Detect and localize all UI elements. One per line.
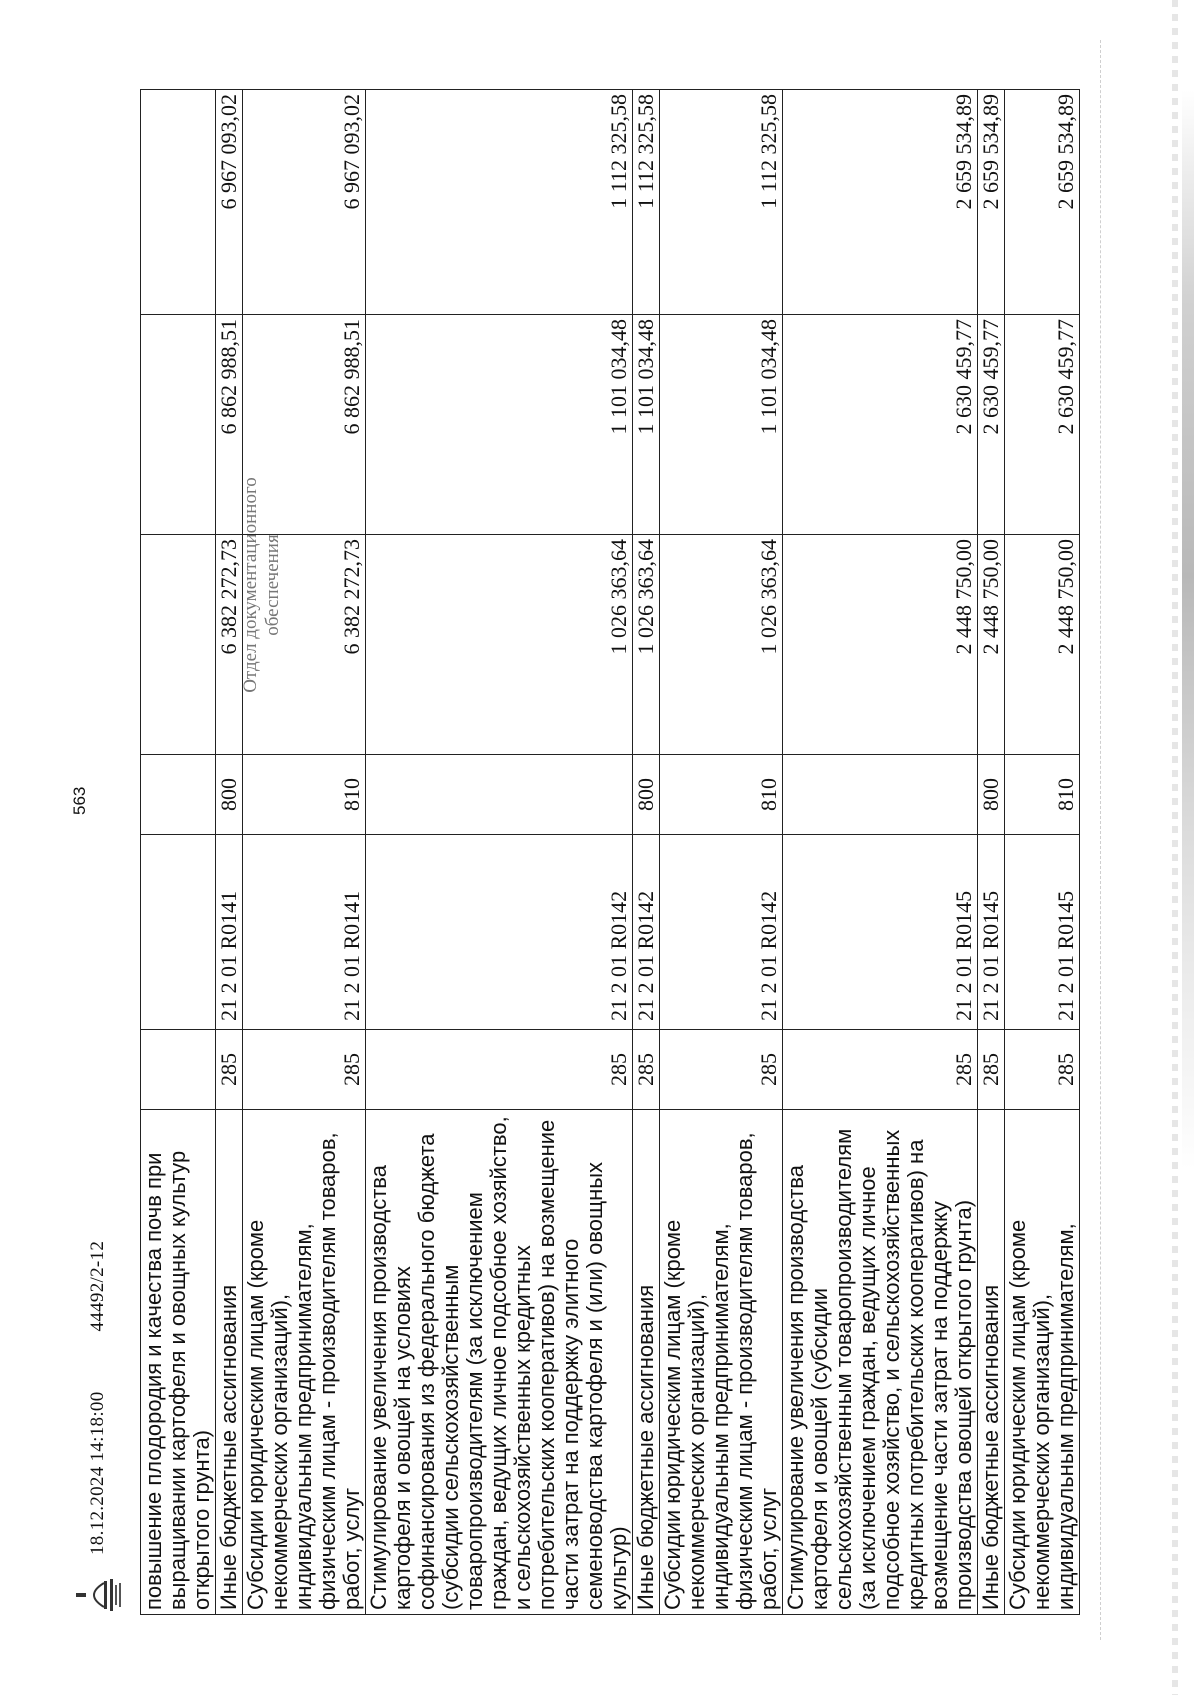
amount-year-3: 1 112 325,58: [366, 90, 633, 315]
amount-year-1: 2 448 750,00: [978, 535, 1005, 755]
row-description: Субсидии юридическим лицам (кроме некоммерческих организаций), индивидуальным предпринимателям,: [1005, 1110, 1080, 1615]
amount-year-1: 2 448 750,00: [783, 535, 978, 755]
amount-year-1: 2 448 750,00: [1005, 535, 1080, 755]
amount-year-2: 1 101 034,48: [660, 315, 783, 535]
table-row: [243, 90, 366, 1615]
table-row: [366, 90, 633, 1615]
amount-year-2: 1 101 034,48: [366, 315, 633, 535]
amount-year-3: 2 659 534,89: [1005, 90, 1080, 315]
ministry-code: 285: [243, 1030, 366, 1110]
page-header: [0, 95, 130, 1615]
target-article-code: [141, 835, 216, 1030]
row-description: повышение плодородия и качества почв при выращивании картофеля и овощных культур открытого грунта): [141, 1110, 216, 1615]
ministry-code: 285: [366, 1030, 633, 1110]
expense-type-code: 800: [978, 755, 1005, 835]
amount-year-3: 1 112 325,58: [633, 90, 660, 315]
table-row: [783, 90, 978, 1615]
amount-year-2: 2 630 459,77: [1005, 315, 1080, 535]
amount-year-3: [141, 90, 216, 315]
target-article-code: 21 2 01 R0145: [1005, 835, 1080, 1030]
expense-type-code: 800: [216, 755, 243, 835]
row-description: Иные бюджетные ассигнования: [978, 1110, 1005, 1615]
table-row: [141, 90, 216, 1615]
ministry-code: 285: [633, 1030, 660, 1110]
target-article-code: 21 2 01 R0141: [216, 835, 243, 1030]
target-article-code: 21 2 01 R0141: [243, 835, 366, 1030]
amount-year-3: 2 659 534,89: [978, 90, 1005, 315]
expense-type-code: 810: [660, 755, 783, 835]
target-article-code: 21 2 01 R0145: [978, 835, 1005, 1030]
amount-year-2: 6 862 988,51: [243, 315, 366, 535]
ministry-code: 285: [783, 1030, 978, 1110]
budget-table: [140, 89, 1080, 1615]
amount-year-2: 2 630 459,77: [978, 315, 1005, 535]
amount-year-3: 1 112 325,58: [660, 90, 783, 315]
expense-type-code: [366, 755, 633, 835]
target-article-code: 21 2 01 R0142: [633, 835, 660, 1030]
expense-type-code: 800: [633, 755, 660, 835]
amount-year-2: 2 630 459,77: [783, 315, 978, 535]
expense-type-code: 810: [243, 755, 366, 835]
ministry-code: 285: [1005, 1030, 1080, 1110]
header-meta: [70, 1241, 126, 1615]
table-row: [216, 90, 243, 1615]
target-article-code: 21 2 01 R0145: [783, 835, 978, 1030]
emblem-icon: [70, 1575, 126, 1615]
expense-type-code: [783, 755, 978, 835]
ministry-code: 285: [216, 1030, 243, 1110]
table-row: [1005, 90, 1080, 1615]
stamp-line-1: Отдел документационного: [240, 477, 261, 693]
table-row: [978, 90, 1005, 1615]
target-article-code: 21 2 01 R0142: [660, 835, 783, 1030]
amount-year-3: 6 967 093,02: [243, 90, 366, 315]
amount-year-3: 6 967 093,02: [216, 90, 243, 315]
expense-type-code: [141, 755, 216, 835]
ministry-code: 285: [978, 1030, 1005, 1110]
row-description: Стимулирование увеличения производства картофеля и овощей на условиях софинансирования из федерального бюджета (субсидии сельскохозяйственным товаропроизводителям (за исключением граждан, ведущих личное подсобное хозяйство, и сельскохозяйственных кредитных потребительских кооперативов) на возмещение части затрат на поддержку элитного семеноводства картофеля и (или) овощных культур): [366, 1110, 633, 1615]
table-row: [660, 90, 783, 1615]
row-description: Субсидии юридическим лицам (кроме некоммерческих организаций), индивидуальным предпринимателям, физическим лицам - производителям товаров, работ, услуг: [243, 1110, 366, 1615]
stamp-line-2: обеспечения: [262, 534, 283, 636]
expense-type-code: 810: [1005, 755, 1080, 835]
amount-year-1: 6 382 272,73: [216, 535, 243, 755]
row-description: Иные бюджетные ассигнования: [216, 1110, 243, 1615]
amount-year-2: [141, 315, 216, 535]
row-description: Иные бюджетные ассигнования: [633, 1110, 660, 1615]
amount-year-2: 6 862 988,51: [216, 315, 243, 535]
amount-year-1: 1 026 363,64: [633, 535, 660, 755]
ministry-code: 285: [660, 1030, 783, 1110]
page-number: 563: [70, 786, 89, 815]
ministry-code: [141, 1030, 216, 1110]
amount-year-1: [141, 535, 216, 755]
amount-year-1: 1 026 363,64: [660, 535, 783, 755]
document-code: 44492/2-12: [87, 1240, 108, 1332]
amount-year-2: 1 101 034,48: [633, 315, 660, 535]
row-description: Стимулирование увеличения производства картофеля и овощей (субсидии сельскохозяйственным товаропроизводителям (за исключением граждан, ведущих личное подсобное хозяйство, и сельскохозяйственных кредитных потребительских кооперативов) на возмещение части затрат на поддержку производства овощей открытого грунта): [783, 1110, 978, 1615]
row-description: Субсидии юридическим лицам (кроме некоммерческих организаций), индивидуальным предпринимателям, физическим лицам - производителям товаров, работ, услуг: [660, 1110, 783, 1615]
document-timestamp: 18.12.2024 14:18:00: [87, 1391, 108, 1555]
amount-year-3: 2 659 534,89: [783, 90, 978, 315]
amount-year-1: 1 026 363,64: [366, 535, 633, 755]
table-row: [633, 90, 660, 1615]
target-article-code: 21 2 01 R0142: [366, 835, 633, 1030]
amount-year-1: 6 382 272,73: [243, 535, 366, 755]
